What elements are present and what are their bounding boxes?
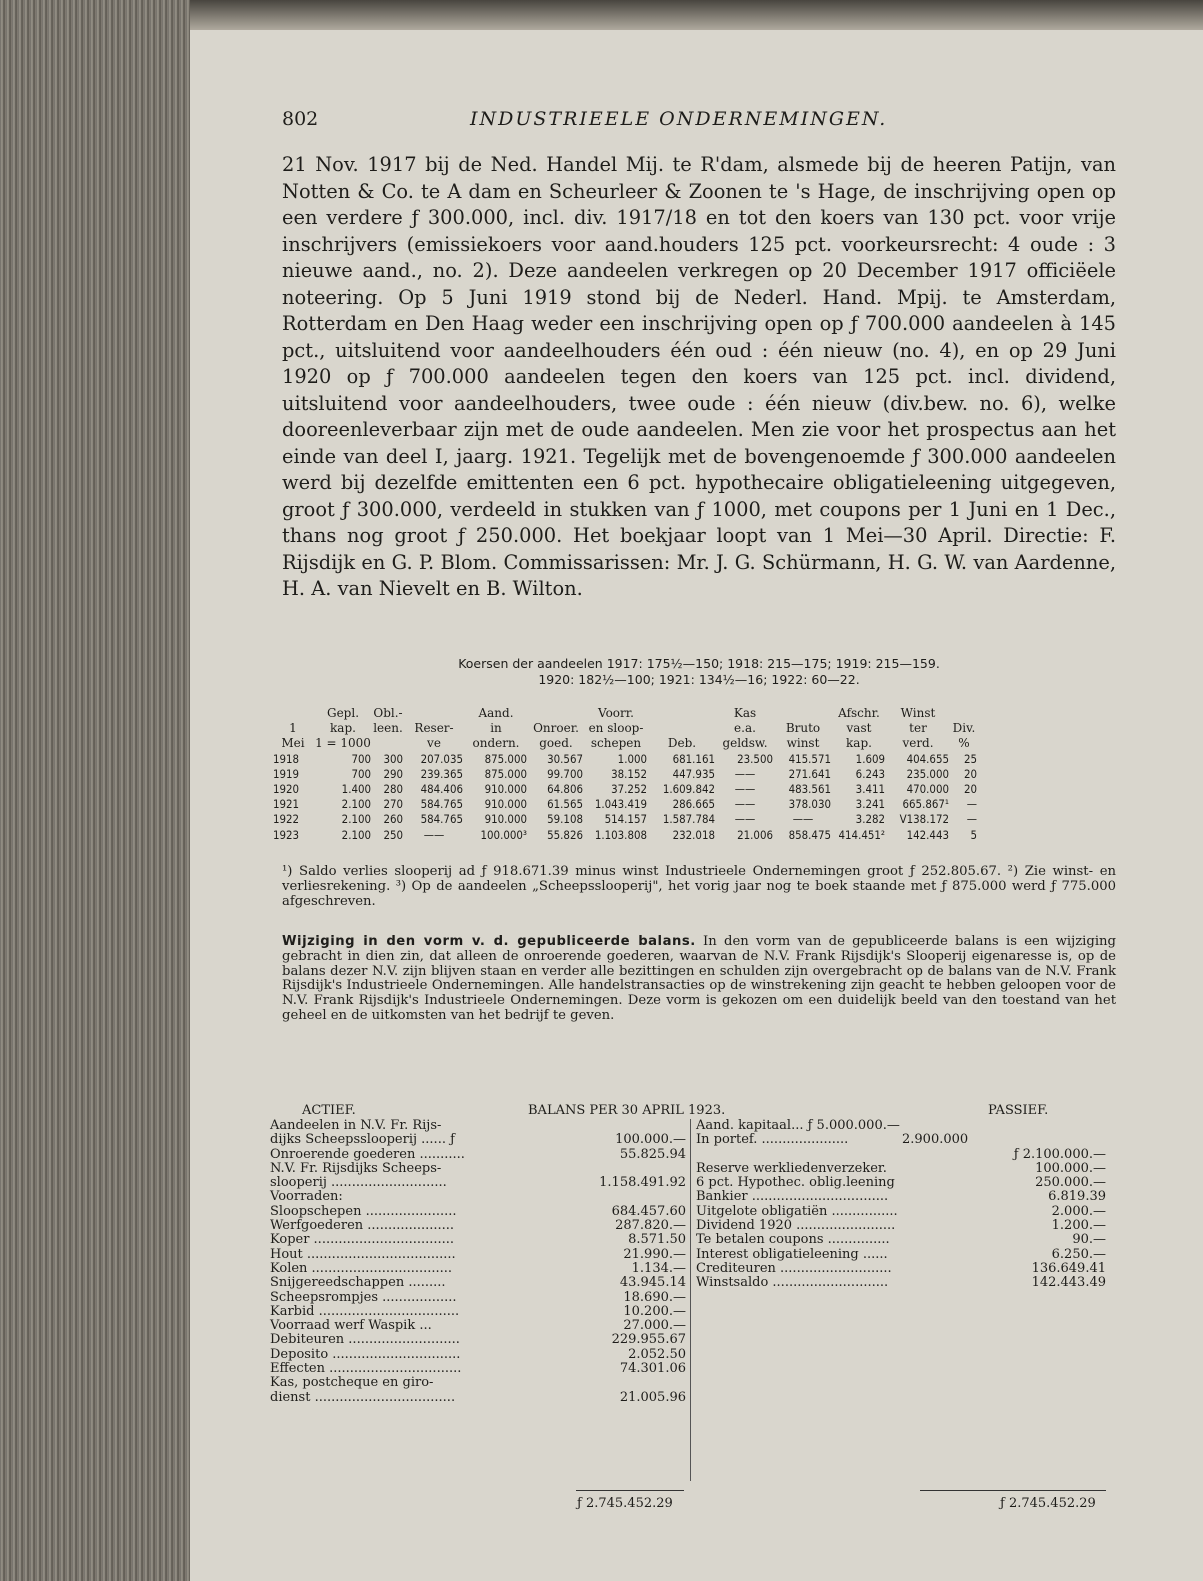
table-header-cell: in [490,721,502,736]
koersen-line-1: Koersen der aandeelen 1917: 175½—150; 1918: 215—175; 1919: 215—159. [458,656,940,671]
table-cell: 25 [963,751,977,766]
balance-label: In portef. ..................... [696,1132,849,1148]
balance-label: Uitgelote obligatiën ................ [696,1203,898,1219]
table-cell: 235.000 [906,766,949,781]
balance-label: Voorraden: [270,1189,343,1205]
balance-row [696,1219,1106,1233]
table-header-cell [648,706,716,721]
table-cell: 514.157 [604,812,647,827]
table-cell: 1918 [273,751,300,766]
balance-row [270,1362,686,1376]
table-cell: 910.000 [484,782,527,797]
table-cell: 64.806 [547,782,583,797]
table-header-cell [372,736,404,751]
table-cell: 2.100 [341,797,371,812]
table-cell: 6.243 [855,766,885,781]
table-cell: —— [734,782,756,797]
balance-label: slooperij ............................ [270,1175,447,1191]
balance-row [696,1148,1106,1162]
balance-label: Werfgoederen ..................... [270,1218,455,1234]
main-paragraph [282,152,1116,603]
balance-label: Deposito ............................... [270,1346,461,1362]
balance-row [270,1148,686,1162]
balance-label: Effecten ................................ [270,1361,462,1377]
balance-row [270,1119,686,1133]
table-cell: 1.400 [341,782,371,797]
document-page [190,30,1203,1581]
balance-label: Sloopschepen ...................... [270,1203,457,1219]
balance-row [696,1233,1106,1247]
table-cell: 584.765 [420,812,463,827]
table-cell: 378.030 [788,797,831,812]
balance-label: Bankier ................................. [696,1189,889,1205]
table-cell: 23.500 [737,751,773,766]
table-header-cell: Mei [281,736,305,751]
balance-row [270,1205,686,1219]
table-header-cell: Deb. [667,736,697,751]
table-header-cell: leen. [373,721,403,736]
actief-label: ACTIEF. [302,1103,356,1118]
balance-label: Hout .................................... [270,1246,456,1262]
table-cell: 1919 [273,766,300,781]
table-header-cell: Winst [900,706,936,720]
column-divider [690,1119,691,1481]
table-cell: 38.152 [611,766,647,781]
table-cell: 415.571 [788,751,831,766]
table-cell: 232.018 [672,827,715,842]
page-header [282,108,1142,134]
passief-total: ƒ 2.745.452.29 [1000,1496,1096,1511]
table-cell: 404.655 [906,751,949,766]
balance-row [270,1248,686,1262]
table-cell: 414.451² [838,827,885,842]
balance-amount: 21.005.96 [619,1389,686,1405]
balance-row [696,1248,1106,1262]
balance-amount: 1.158.491.92 [599,1175,686,1191]
balance-row [270,1262,686,1276]
footnotes-text: ¹) Saldo verlies slooperij ad ƒ 918.671.39 minus winst Industrieele Ondernemingen groot ƒ 252.805.67. ²) Zie winst- en verliesrekening. ³) Op de aandeelen „Scheepsslooperij", het vorig jaar nog te boek staande met ƒ 875.000 werd ƒ 775.000 afgeschreven. [282,864,1116,909]
balance-subamount: 2.900.000 [902,1132,969,1148]
balance-row [270,1348,686,1362]
table-row [272,782,978,797]
wijziging-text: In den vorm van de gepubliceerde balans is een wijziging gebracht in dien zin, dat alleen de onroerende goederen, waarvan de N.V. Frank Rijsdijk's Slooperij eigenaresse is, op de balans dezer N.V. zijn blijven staan en verder alle bezittingen en schulden zijn overgebracht op de balans van de N.V. Frank Rijsdijk's Industrieele Ondernemingen. Alle handelstransacties op de winstrekening zijn geacht te hebben geloopen voor de N.V. Frank Rijsdijk's Industrieele Ondernemingen. Deze vorm is gekozen om een duidelijk beeld van den toestand van het geheel en de uitkomsten van het bedrijf te geven. [282,934,1116,1023]
table-header-cell [950,706,978,721]
table-cell: 290 [383,766,403,781]
balance-label: Interest obligatieleening ...... [696,1246,888,1262]
table-cell: 239.365 [420,766,463,781]
balance-amount: 229.955.67 [611,1332,686,1348]
table-header-cell: Kas [733,706,757,720]
balance-row [270,1391,686,1405]
table-header-cell: geldsw. [722,736,768,751]
table-header-row [272,721,978,736]
balance-title: BALANS PER 30 APRIL 1923. [528,1103,726,1118]
table-header-cell: 1 [289,721,297,736]
balance-label: Crediteuren ........................... [696,1260,892,1276]
paragraph-text: 21 Nov. 1917 bij de Ned. Handel Mij. te R'dam, alsmede bij de heeren Patijn, van Notten & Co. te A dam en Scheurleer & Zoonen te 's Hage, de inschrijving open op een verdere ƒ 300.000, incl. div. 1917/18 en tot den koers van 130 pct. voor vrije inschrijvers (emissiekoers voor aand.houders 125 pct. voorkeursrecht: 4 oude : 3 nieuwe aand., no. 2). Deze aandeelen verkregen op 20 December 1917 officiëele noteering. Op 5 Juni 1919 stond bij de Nederl. Hand. Mpij. te Amsterdam, Rotterdam en Den Haag weder een inschrijving open op ƒ 700.000 aandeelen à 145 pct., uitsluitend voor aandeelhouders één oud : één nieuw (no. 4), en op 29 Juni 1920 op ƒ 700.000 aandeelen tegen den koers van 125 pct. incl. dividend, uitsluitend voor aandeelhouders, twee oude : één nieuw (div.bew. no. 6), welke dooreenleverbaar zijn met de oude aandeelen. Men zie voor het prospectus aan het einde van deel I, jaarg. 1921. Tegelijk met de bovengenoemde ƒ 300.000 aandeelen werd bij dezelfde emittenten een 6 pct. hypothecaire obligatieleening uitgegeven, groot ƒ 300.000, verdeeld in stukken van ƒ 1000, met coupons per 1 Juni en 1 Dec., thans nog groot ƒ 250.000. Het boekjaar loopt van 1 Mei—30 April. Directie: F. Rijsdijk en G. P. Blom. Commissarissen: Mr. J. G. Schürmann, H. G. W. van Aardenne, H. A. van Nievelt en B. Wilton. [282,153,1116,600]
balance-label: Aand. kapitaal... ƒ 5.000.000.— [696,1118,900,1133]
book-top-edge [190,0,1203,34]
balance-amount: 136.649.41 [1031,1260,1106,1276]
balance-row [696,1119,1106,1133]
passief-column [696,1119,1106,1291]
balance-amount: 21.990.— [623,1246,686,1262]
table-cell: 3.411 [855,782,885,797]
balance-label: Dividend 1920 ........................ [696,1218,896,1234]
balance-amount: 6.819.39 [1048,1189,1106,1205]
balance-row [270,1305,686,1319]
table-header-cell: schepen [590,736,642,751]
balance-amount: 287.820.— [615,1218,686,1234]
table-row [272,797,978,812]
balance-amount: 27.000.— [623,1318,686,1334]
table-header-cell: winst [786,736,820,751]
table-cell: 59.108 [547,812,583,827]
table-cell: V138.172 [899,812,949,827]
balance-amount: 2.052.50 [628,1346,686,1362]
balance-amount: 100.000.— [615,1132,686,1148]
footnotes [282,865,1116,909]
table-cell: 280 [383,782,403,797]
table-cell: 5 [970,827,977,842]
table-cell: 1922 [273,812,300,827]
table-cell: 1920 [273,782,300,797]
balance-amount: 43.945.14 [619,1275,686,1291]
balance-label: N.V. Fr. Rijsdijks Scheeps- [270,1160,442,1176]
table-cell: 271.641 [788,766,831,781]
table-header-cell: Voorr. [598,706,634,720]
balance-label: Kolen .................................. [270,1260,453,1276]
balance-row [270,1376,686,1390]
balance-row [696,1133,1106,1147]
table-cell: 1923 [273,827,300,842]
table-header-cell [404,706,464,721]
table-cell: 470.000 [906,782,949,797]
koersen-line-2: 1920: 182½—100; 1921: 134½—16; 1922: 60—22. [538,672,860,687]
balance-row [270,1233,686,1247]
table-row [272,812,978,827]
balance-row [270,1276,686,1290]
table-row [272,752,978,767]
table-cell: 99.700 [547,766,583,781]
balance-row [696,1176,1106,1190]
balance-label: Te betalen coupons ............... [696,1232,890,1248]
balance-row [270,1291,686,1305]
table-cell: 100.000³ [480,827,527,842]
balance-row [696,1162,1106,1176]
table-cell: 700 [351,751,371,766]
table-header-cell: Div. [952,721,976,736]
table-cell: 260 [383,812,403,827]
table-header-cell: ter [909,721,927,736]
balance-label: Aandeelen in N.V. Fr. Rijs- [270,1118,442,1133]
running-title: INDUSTRIEELE ONDERNEMINGEN. [470,108,888,130]
table-cell: 483.561 [788,782,831,797]
balance-row [696,1262,1106,1276]
wijziging-heading: Wijziging in den vorm v. d. gepubliceerde balans. [282,934,696,949]
actief-total: ƒ 2.745.452.29 [577,1496,673,1511]
table-header-cell [272,706,314,721]
table-cell: 1.103.808 [594,827,647,842]
table-header-cell: ondern. [472,736,520,751]
balance-label: Scheepsrompjes .................. [270,1289,457,1305]
table-cell: —— [792,812,814,827]
table-cell: 584.765 [420,797,463,812]
table-cell: 61.565 [547,797,583,812]
table-header-cell: Aand. [478,706,514,720]
table-cell: 2.100 [341,827,371,842]
balance-amount: ƒ 2.100.000.— [1013,1146,1106,1162]
balance-amount: 90.— [1072,1232,1106,1248]
balance-amount: 2.000.— [1051,1203,1106,1219]
balance-label: Koper .................................. [270,1232,455,1248]
table-cell: 681.161 [672,751,715,766]
balance-row [270,1190,686,1204]
table-header-cell: Obl.- [373,706,403,720]
balance-amount: 55.825.94 [619,1146,686,1162]
table-header-cell [774,706,832,721]
table-header-cell: Afschr. [838,706,880,720]
balance-label: Kas, postcheque en giro- [270,1375,434,1391]
table-header-cell: kap. [330,721,356,736]
table-cell: 20 [963,766,977,781]
page-number: 802 [282,108,319,130]
balance-amount: 100.000.— [1035,1160,1106,1176]
balance-label: Voorraad werf Waspik ... [270,1318,432,1334]
table-header-cell: % [958,736,970,751]
balance-header [282,1103,1116,1119]
table-cell: 300 [383,751,403,766]
table-cell: 20 [963,782,977,797]
balance-row [270,1162,686,1176]
balance-label: dijks Scheepsslooperij ...... ƒ [270,1132,455,1148]
table-cell: 270 [383,797,403,812]
table-header-cell: ve [427,736,441,751]
table-row [272,828,978,843]
balance-amount: 74.301.06 [619,1361,686,1377]
table-header-cell: Bruto [785,721,821,736]
balance-amount: 10.200.— [623,1303,686,1319]
balance-row [270,1319,686,1333]
table-header-cell [528,706,584,721]
balance-label: Onroerende goederen ........... [270,1146,465,1162]
balance-amount: 250.000.— [1035,1175,1106,1191]
balance-row [696,1190,1106,1204]
table-cell: 21.006 [737,827,773,842]
wijziging-paragraph [282,935,1116,1024]
balance-amount: 6.250.— [1051,1246,1106,1262]
balance-amount: 1.134.— [631,1260,686,1276]
table-cell: 3.282 [855,812,885,827]
table-cell: 1.043.419 [594,797,647,812]
table-cell: 1.609.842 [662,782,715,797]
balance-row [270,1133,686,1147]
table-header-cell: Onroer. [533,721,579,736]
balance-row [270,1219,686,1233]
balance-amount: 18.690.— [623,1289,686,1305]
table-header-cell: en sloop- [588,721,644,736]
table-cell: 37.252 [611,782,647,797]
table-cell: 142.443 [906,827,949,842]
balance-label: Debiteuren ........................... [270,1332,460,1348]
table-cell: 55.826 [547,827,583,842]
table-cell: 700 [351,766,371,781]
balance-amount: 1.200.— [1051,1218,1106,1234]
table-cell: 1.000 [617,751,647,766]
balance-row [696,1205,1106,1219]
table-cell: 207.035 [420,751,463,766]
financial-history-table [272,706,978,843]
table-header-cell: Gepl. [326,706,360,720]
koersen-line [282,656,1116,688]
balance-amount: 8.571.50 [628,1232,686,1248]
table-header-cell: verd. [902,736,934,751]
balance-label: Winstsaldo ............................ [696,1275,889,1291]
table-cell: —— [734,812,756,827]
table-cell: 875.000 [484,751,527,766]
table-cell: 910.000 [484,797,527,812]
table-cell: 1921 [273,797,300,812]
table-cell: 858.475 [788,827,831,842]
passief-sum-line [920,1490,1106,1491]
table-row [272,767,978,782]
table-cell: —— [734,766,756,781]
balance-row [270,1333,686,1347]
table-cell: 910.000 [484,812,527,827]
balance-label: Snijgereedschappen ......... [270,1275,446,1291]
table-cell: 2.100 [341,812,371,827]
book-page-edges [0,0,190,1581]
table-header-row [272,706,978,721]
table-cell: 875.000 [484,766,527,781]
table-header-cell: Reser- [414,721,454,736]
table-cell: —— [423,827,445,842]
balance-amount: 684.457.60 [611,1203,686,1219]
balance-label: 6 pct. Hypothec. oblig.leening [696,1175,895,1191]
table-cell: 30.567 [547,751,583,766]
table-cell: 250 [383,827,403,842]
table-cell: — [966,812,977,827]
table-cell: —— [734,797,756,812]
balance-amount: 142.443.49 [1031,1275,1106,1291]
balance-row [270,1176,686,1190]
table-header-cell: kap. [846,736,872,751]
table-header-cell: vast [846,721,872,736]
balance-label: Karbid .................................. [270,1303,460,1319]
balance-label: dienst .................................. [270,1389,456,1405]
table-header-row [272,736,978,751]
actief-sum-line [576,1490,684,1491]
table-cell: 286.665 [672,797,715,812]
table-cell: 447.935 [672,766,715,781]
table-cell: 484.406 [420,782,463,797]
table-header-cell: 1 = 1000 [315,736,371,751]
table-header-cell [648,721,716,736]
table-cell: 3.241 [855,797,885,812]
passief-label: PASSIEF. [988,1103,1049,1118]
balance-label: Reserve werkliedenverzeker. [696,1160,887,1176]
wijziging-section [282,935,1116,1024]
table-cell: 1.587.784 [662,812,715,827]
actief-column [270,1119,686,1405]
table-header-cell: e.a. [734,721,756,736]
balance-row [696,1276,1106,1290]
table-header-cell: goed. [539,736,573,751]
table-cell: 1.609 [855,751,885,766]
table-cell: 665.867¹ [902,797,949,812]
table-cell: — [966,797,977,812]
